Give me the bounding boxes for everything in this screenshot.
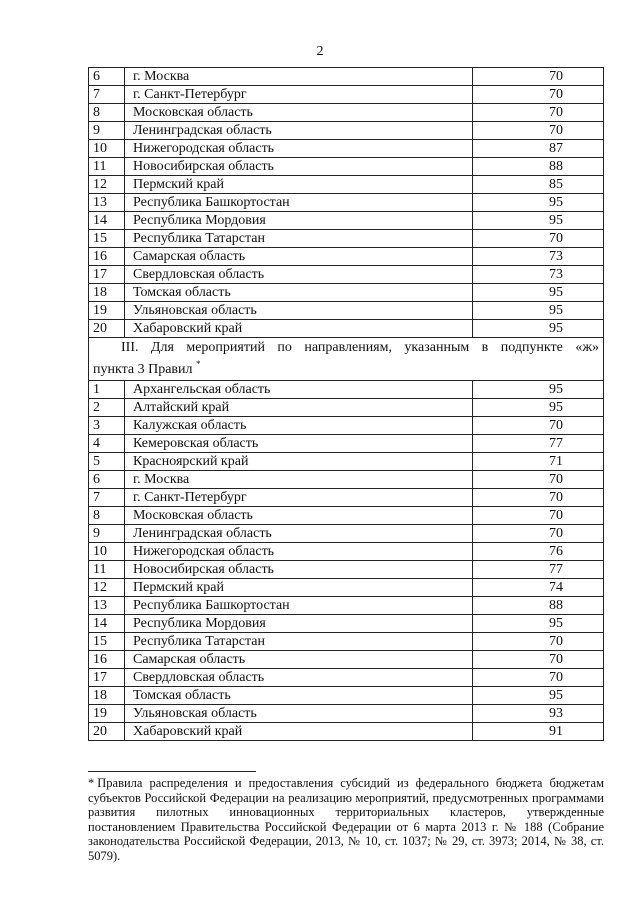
region-value: 95	[473, 687, 604, 705]
region-value: 70	[473, 669, 604, 687]
region-value: 87	[473, 140, 604, 158]
row-number: 16	[89, 248, 125, 266]
table-row	[89, 687, 604, 705]
region-value: 95	[473, 615, 604, 633]
region-value: 70	[473, 68, 604, 86]
footnote-text: Правила распределения и предоставления субсидий из федерального бюджета бюджетам субъектов Российской Федерации на реализацию мероприятий, предусмотренных программами развития пилотных инновационных территориальных кластеров, утвержденные постановлением Правительства Российской Федерации от 6 марта 2013 г. № 188 (Собрание законодательства Российской Федерации, 2013, № 10, ст. 1037; № 29, ст. 3973; 2014, № 38, ст. 5079).	[88, 776, 604, 863]
region-value: 70	[473, 507, 604, 525]
table-row	[89, 489, 604, 507]
region-value: 70	[473, 86, 604, 104]
row-number: 18	[89, 284, 125, 302]
region-name: Московская область	[125, 104, 473, 122]
region-value: 95	[473, 302, 604, 320]
region-name: Республика Татарстан	[125, 230, 473, 248]
region-value: 70	[473, 230, 604, 248]
table-row	[89, 417, 604, 435]
region-name: Нижегородская область	[125, 140, 473, 158]
row-number: 11	[89, 158, 125, 176]
region-name: г. Москва	[125, 68, 473, 86]
table-row	[89, 651, 604, 669]
region-value: 73	[473, 266, 604, 284]
section-heading-line1: III. Для мероприятий по направлениям, указанным в подпункте «ж»	[121, 340, 599, 355]
region-name: г. Москва	[125, 471, 473, 489]
table-row	[89, 140, 604, 158]
region-value: 70	[473, 633, 604, 651]
region-name: Томская область	[125, 687, 473, 705]
table-row	[89, 615, 604, 633]
region-name: Ленинградская область	[125, 122, 473, 140]
region-value: 77	[473, 561, 604, 579]
region-value: 95	[473, 381, 604, 399]
table-row	[89, 302, 604, 320]
region-name: Свердловская область	[125, 669, 473, 687]
row-number: 10	[89, 543, 125, 561]
table-row	[89, 669, 604, 687]
row-number: 14	[89, 212, 125, 230]
table-row	[89, 266, 604, 284]
row-number: 5	[89, 453, 125, 471]
region-name: Томская область	[125, 284, 473, 302]
region-value: 70	[473, 525, 604, 543]
region-name: Пермский край	[125, 176, 473, 194]
table-row	[89, 543, 604, 561]
row-number: 15	[89, 633, 125, 651]
table-row	[89, 194, 604, 212]
table-row	[89, 705, 604, 723]
table-row	[89, 86, 604, 104]
region-name: Республика Башкортостан	[125, 194, 473, 212]
row-number: 8	[89, 507, 125, 525]
table-row	[89, 381, 604, 399]
row-number: 9	[89, 525, 125, 543]
row-number: 1	[89, 381, 125, 399]
region-name: Самарская область	[125, 248, 473, 266]
region-name: Кемеровская область	[125, 435, 473, 453]
region-value: 91	[473, 723, 604, 741]
section-heading-line2	[93, 356, 599, 378]
table-row	[89, 230, 604, 248]
region-value: 70	[473, 489, 604, 507]
row-number: 12	[89, 176, 125, 194]
row-number: 7	[89, 489, 125, 507]
region-value: 95	[473, 320, 604, 338]
footnote	[88, 776, 604, 863]
row-number: 4	[89, 435, 125, 453]
region-value: 76	[473, 543, 604, 561]
table-section-b	[89, 381, 604, 741]
row-number: 17	[89, 266, 125, 284]
row-number: 6	[89, 471, 125, 489]
row-number: 3	[89, 417, 125, 435]
region-value: 74	[473, 579, 604, 597]
region-name: Новосибирская область	[125, 561, 473, 579]
table-row	[89, 507, 604, 525]
region-value: 70	[473, 417, 604, 435]
region-name: Алтайский край	[125, 399, 473, 417]
table-row	[89, 633, 604, 651]
table-section-a	[89, 68, 604, 338]
table-row	[89, 284, 604, 302]
footnote-mark: *	[88, 776, 95, 790]
region-table	[88, 67, 604, 741]
region-name: Республика Татарстан	[125, 633, 473, 651]
region-name: Ульяновская область	[125, 302, 473, 320]
region-name: Красноярский край	[125, 453, 473, 471]
table-row	[89, 435, 604, 453]
row-number: 18	[89, 687, 125, 705]
region-name: Хабаровский край	[125, 320, 473, 338]
row-number: 7	[89, 86, 125, 104]
row-number: 13	[89, 597, 125, 615]
row-number: 8	[89, 104, 125, 122]
row-number: 12	[89, 579, 125, 597]
table-row	[89, 525, 604, 543]
region-name: Республика Башкортостан	[125, 597, 473, 615]
table-row	[89, 212, 604, 230]
footnote-divider	[88, 771, 256, 772]
table-row	[89, 176, 604, 194]
region-name: Калужская область	[125, 417, 473, 435]
region-name: Республика Мордовия	[125, 615, 473, 633]
table-row	[89, 248, 604, 266]
table-row	[89, 104, 604, 122]
table-row	[89, 399, 604, 417]
region-name: Архангельская область	[125, 381, 473, 399]
region-value: 95	[473, 212, 604, 230]
row-number: 10	[89, 140, 125, 158]
region-name: Ульяновская область	[125, 705, 473, 723]
table-row	[89, 471, 604, 489]
row-number: 19	[89, 302, 125, 320]
table-row	[89, 597, 604, 615]
section-heading-line2-text: пункта 3 Правил	[93, 362, 193, 377]
region-name: Республика Мордовия	[125, 212, 473, 230]
table-row	[89, 723, 604, 741]
table-row	[89, 320, 604, 338]
region-value: 88	[473, 158, 604, 176]
row-number: 9	[89, 122, 125, 140]
region-name: Хабаровский край	[125, 723, 473, 741]
page-number: 2	[316, 44, 324, 59]
table-section-heading	[89, 338, 604, 381]
region-name: Ленинградская область	[125, 525, 473, 543]
region-name: Новосибирская область	[125, 158, 473, 176]
section-heading-mark: *	[196, 359, 201, 369]
region-name: г. Санкт-Петербург	[125, 86, 473, 104]
region-value: 77	[473, 435, 604, 453]
region-value: 95	[473, 399, 604, 417]
region-value: 73	[473, 248, 604, 266]
region-name: Самарская область	[125, 651, 473, 669]
table-row	[89, 68, 604, 86]
region-value: 70	[473, 471, 604, 489]
region-value: 88	[473, 597, 604, 615]
region-value: 85	[473, 176, 604, 194]
row-number: 11	[89, 561, 125, 579]
region-value: 95	[473, 284, 604, 302]
row-number: 13	[89, 194, 125, 212]
region-value: 70	[473, 122, 604, 140]
region-name: Свердловская область	[125, 266, 473, 284]
region-value: 70	[473, 651, 604, 669]
section-heading-row	[89, 338, 604, 381]
table-row	[89, 579, 604, 597]
table-row	[89, 158, 604, 176]
row-number: 19	[89, 705, 125, 723]
row-number: 20	[89, 320, 125, 338]
region-name: Нижегородская область	[125, 543, 473, 561]
region-name: Московская область	[125, 507, 473, 525]
region-value: 71	[473, 453, 604, 471]
row-number: 14	[89, 615, 125, 633]
section-heading-cell	[89, 338, 604, 381]
row-number: 15	[89, 230, 125, 248]
table-row	[89, 453, 604, 471]
region-value: 70	[473, 104, 604, 122]
region-name: Пермский край	[125, 579, 473, 597]
region-name: г. Санкт-Петербург	[125, 489, 473, 507]
row-number: 16	[89, 651, 125, 669]
table-row	[89, 561, 604, 579]
table-row	[89, 122, 604, 140]
region-value: 93	[473, 705, 604, 723]
row-number: 2	[89, 399, 125, 417]
region-value: 95	[473, 194, 604, 212]
row-number: 20	[89, 723, 125, 741]
row-number: 6	[89, 68, 125, 86]
row-number: 17	[89, 669, 125, 687]
